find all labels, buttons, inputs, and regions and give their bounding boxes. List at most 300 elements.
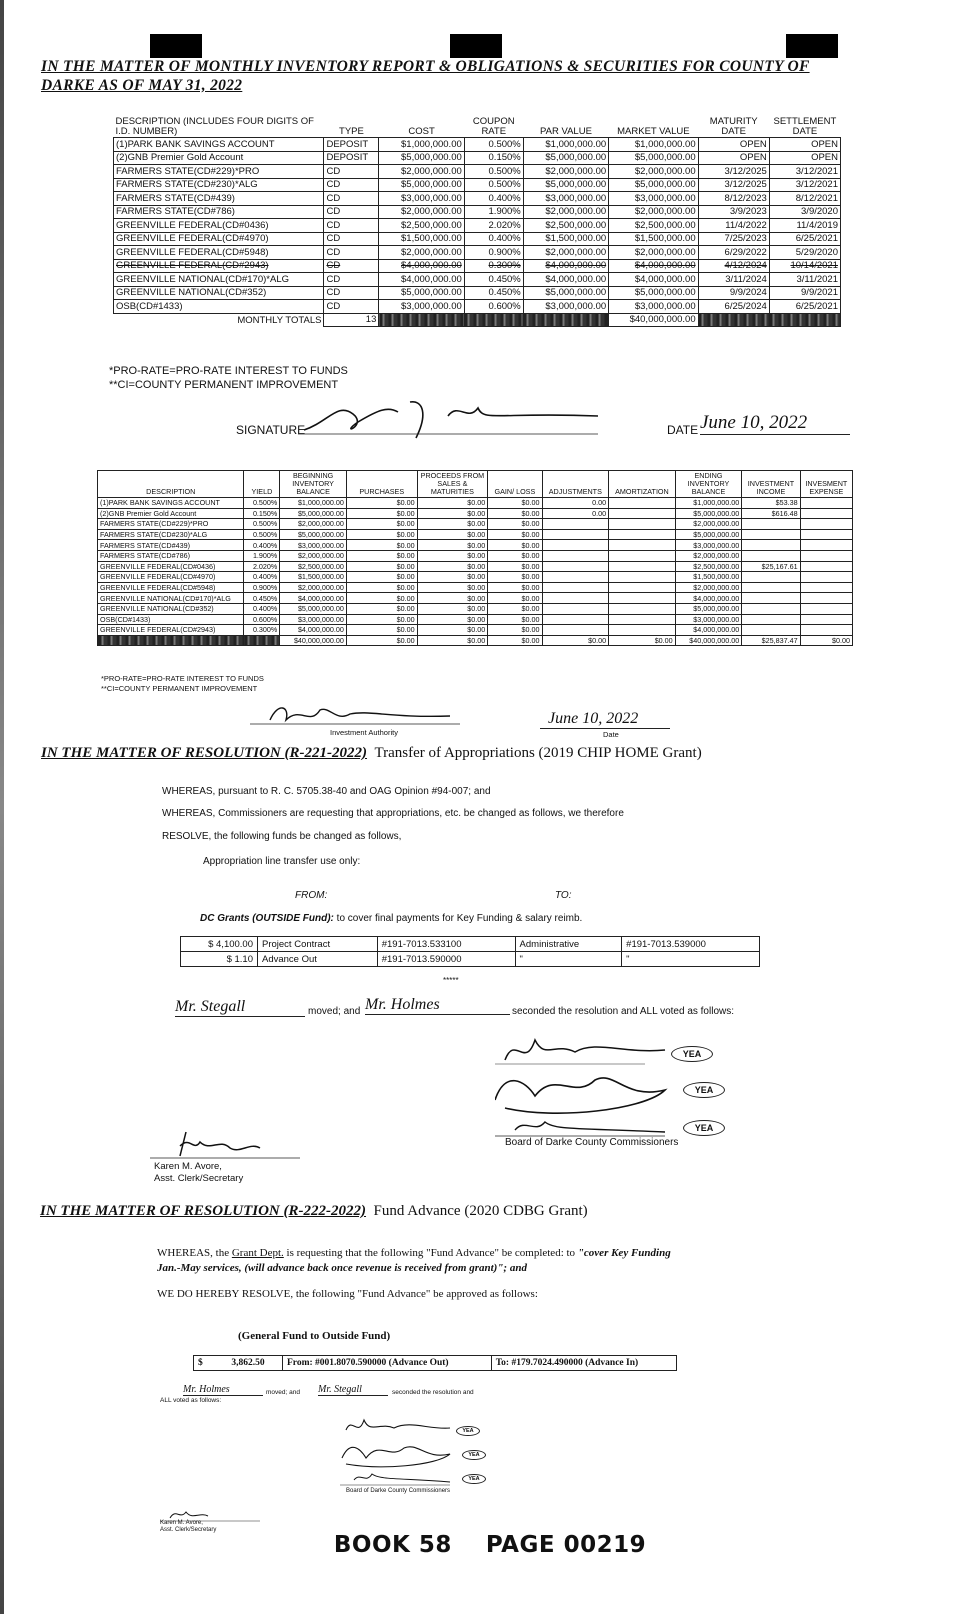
table-cell: [609, 498, 676, 509]
shaded-cell: [523, 313, 608, 327]
table-cell: $0.00: [417, 540, 488, 551]
table-cell: 0.00: [542, 508, 609, 519]
table-cell: OPEN: [769, 151, 840, 165]
table-cell: $5,000,000.00: [280, 603, 347, 614]
table-cell: [609, 540, 676, 551]
table-cell: $3,000,000.00: [379, 192, 464, 206]
table-cell: $4,000,000.00: [609, 273, 698, 287]
shaded-cell: [244, 635, 280, 646]
table-cell: GREENVILLE FEDERAL(CD#2943): [98, 625, 244, 636]
page-number: PAGE 00219: [485, 1532, 647, 1558]
res221-para2: WHEREAS, Commissioners are requesting that appropriations, etc. be changed as follows, we therefore: [162, 808, 624, 819]
table-cell: $3,000,000.00: [675, 540, 742, 551]
table-cell: [800, 603, 852, 614]
col-header: DESCRIPTION (INCLUDES FOUR DIGITS OF I.D. NUMBER): [115, 116, 314, 137]
res221-seconder: Mr. Holmes: [365, 996, 510, 1015]
table-cell: 0.400%: [244, 540, 280, 551]
table-cell: 0.400%: [464, 192, 523, 206]
table-cell: [742, 582, 800, 593]
table-row: [98, 582, 853, 593]
table-cell: [800, 508, 852, 519]
table-cell: #191-7013.590000: [377, 952, 515, 967]
table-cell: [800, 625, 852, 636]
ledger-table: [97, 470, 853, 646]
table-cell: CD: [324, 205, 379, 219]
table-cell: $2,000,000.00: [675, 582, 742, 593]
yea-badge: YEA: [671, 1046, 713, 1062]
table-cell: GREENVILLE FEDERAL(CD#4970): [98, 572, 244, 583]
table-cell: $0.00: [346, 508, 417, 519]
table-cell: OPEN: [698, 151, 769, 165]
table-cell: $0.00: [417, 603, 488, 614]
table-cell: $2,000,000.00: [609, 205, 698, 219]
col-header: MARKET VALUE: [617, 126, 690, 137]
res222-para2: WE DO HEREBY RESOLVE, the following "Fund Advance" be approved as follows:: [157, 1288, 538, 1300]
table-cell: FARMERS STATE(CD#439): [98, 540, 244, 551]
investment-authority-signature: [250, 696, 470, 730]
table-cell: GREENVILLE FEDERAL(CD#4970): [114, 232, 324, 246]
ledger-handwritten-date: June 10, 2022: [548, 710, 639, 727]
ledger-note-ci: **CI=COUNTY PERMANENT IMPROVEMENT: [101, 684, 258, 693]
res222-moved-text: moved; and: [266, 1389, 300, 1396]
col-header: TYPE: [339, 126, 364, 137]
table-cell: [609, 519, 676, 530]
table-cell: [609, 625, 676, 636]
table-cell: $2,500,000.00: [675, 561, 742, 572]
table-cell: $0.00: [346, 561, 417, 572]
table-row: [98, 550, 853, 561]
res222-p1b: is requesting that the following "Fund Advance" be completed: to: [286, 1247, 576, 1259]
res222-clerk-name: Karen M. Avore,: [160, 1520, 203, 1526]
table-cell: $4,000,000.00: [280, 625, 347, 636]
table-cell: $1,000,000.00: [523, 138, 608, 152]
table-row: [98, 603, 853, 614]
table-cell: [800, 550, 852, 561]
table-row: [98, 540, 853, 551]
res221-subtitle: Transfer of Appropriations (2019 CHIP HOME Grant): [374, 745, 702, 761]
table-cell: $0.00: [488, 540, 542, 551]
table-cell: $0.00: [346, 540, 417, 551]
table-cell: $0.00: [346, 614, 417, 625]
table-cell: $0.00: [417, 582, 488, 593]
totals-count: 13: [324, 313, 379, 327]
table-cell: $5,000,000.00: [379, 286, 464, 300]
table-cell: $2,000,000.00: [675, 519, 742, 530]
table-cell: 0.400%: [244, 603, 280, 614]
res221-transfer-table: [180, 936, 760, 967]
table-cell: 2.020%: [464, 219, 523, 233]
table-row: [98, 561, 853, 572]
table-cell: FARMERS STATE(CD#230)*ALG: [114, 178, 324, 192]
shaded-cell: [379, 313, 464, 327]
table-row: [98, 572, 853, 583]
table-cell: OSB(CD#1433): [98, 614, 244, 625]
table-cell: $2,000,000.00: [675, 550, 742, 561]
totals-cell: $25,837.47: [742, 635, 800, 646]
table-cell: 0.500%: [244, 529, 280, 540]
table-cell: $0.00: [488, 508, 542, 519]
table-cell: [800, 614, 852, 625]
table-cell: 8/12/2023: [698, 192, 769, 206]
table-cell: $2,000,000.00: [379, 165, 464, 179]
col-header: GAIN/ LOSS: [488, 471, 542, 498]
table-cell: $0.00: [488, 561, 542, 572]
table-row: [194, 1356, 677, 1371]
table-cell: [800, 582, 852, 593]
totals-cell: $40,000,000.00: [675, 635, 742, 646]
table-cell: CD: [324, 165, 379, 179]
table-cell: 0.500%: [464, 178, 523, 192]
table-cell: $0.00: [417, 572, 488, 583]
note-ci: **CI=COUNTY PERMANENT IMPROVEMENT: [109, 379, 339, 391]
table-cell: GREENVILLE NATIONAL(CD#170)*ALG: [114, 273, 324, 287]
table-cell: 0.500%: [244, 498, 280, 509]
table-cell: 0.500%: [244, 519, 280, 530]
table-cell: 6/25/2021: [769, 232, 840, 246]
redaction-box: [786, 34, 838, 58]
res222-subtitle: Fund Advance (2020 CDBG Grant): [373, 1203, 588, 1219]
col-header: ADJUSTMENTS: [542, 471, 609, 498]
table-cell: From: #001.8070.590000 (Advance Out): [283, 1356, 492, 1371]
table-cell: $616.48: [742, 508, 800, 519]
table-cell: $4,000,000.00: [609, 259, 698, 273]
table-cell: $3,000,000.00: [675, 614, 742, 625]
table-cell: (2)GNB Premier Gold Account: [98, 508, 244, 519]
table-cell: 0.450%: [464, 273, 523, 287]
shaded-cell: [98, 635, 244, 646]
table-cell: $0.00: [488, 603, 542, 614]
table-cell: $5,000,000.00: [609, 151, 698, 165]
table-cell: CD: [324, 286, 379, 300]
table-cell: $3,000,000.00: [280, 614, 347, 625]
table-cell: $0.00: [346, 519, 417, 530]
col-header: MATURITY DATE: [709, 116, 758, 137]
res222-board-label: Board of Darke County Commissioners: [346, 1488, 451, 1494]
table-cell: FARMERS STATE(CD#230)*ALG: [98, 529, 244, 540]
table-cell: GREENVILLE FEDERAL(CD#5948): [98, 582, 244, 593]
table-cell: $2,500,000.00: [280, 561, 347, 572]
table-cell: OPEN: [769, 138, 840, 152]
totals-cell: $0.00: [346, 635, 417, 646]
table-cell: $4,000,000.00: [675, 625, 742, 636]
table-cell: 0.900%: [464, 246, 523, 260]
table-cell: 4/12/2024: [698, 259, 769, 273]
table-cell: [742, 625, 800, 636]
table-cell: [542, 614, 609, 625]
table-cell: 3/9/2023: [698, 205, 769, 219]
res222-para1: [157, 1247, 671, 1259]
table-cell: $2,000,000.00: [523, 205, 608, 219]
table-cell: $0.00: [488, 498, 542, 509]
table-cell: $2,000,000.00: [280, 519, 347, 530]
totals-row: [98, 635, 853, 646]
table-cell: [742, 603, 800, 614]
col-header: BEGINNING INVENTORY BALANCE: [280, 471, 347, 498]
res221-to-label: TO:: [555, 890, 572, 901]
table-cell: $0.00: [488, 572, 542, 583]
table-cell: [742, 614, 800, 625]
table-cell: 0.450%: [244, 593, 280, 604]
table-cell: 0.300%: [464, 259, 523, 273]
table-cell: GREENVILLE FEDERAL(CD#0436): [114, 219, 324, 233]
table-cell: $2,500,000.00: [379, 219, 464, 233]
table-cell: DEPOSIT: [324, 138, 379, 152]
table-cell: [609, 603, 676, 614]
yea-badge: YEA: [462, 1474, 486, 1484]
table-cell: [609, 561, 676, 572]
redaction-box: [150, 34, 202, 58]
table-cell: $0.00: [488, 529, 542, 540]
table-cell: $0.00: [417, 593, 488, 604]
table-row: [98, 625, 853, 636]
table-cell: $0.00: [417, 519, 488, 530]
res221-para1: WHEREAS, pursuant to R. C. 5705.38-40 and OAG Opinion #94-007; and: [162, 786, 491, 797]
table-cell: [542, 540, 609, 551]
table-cell: $0.00: [417, 550, 488, 561]
table-cell: $2,000,000.00: [379, 246, 464, 260]
table-cell: $2,000,000.00: [523, 246, 608, 260]
col-header: INVESMENT EXPENSE: [800, 471, 852, 498]
totals-cell: $0.00: [609, 635, 676, 646]
table-cell: 0.600%: [244, 614, 280, 625]
note-pro-rate: *PRO-RATE=PRO-RATE INTEREST TO FUNDS: [109, 365, 348, 377]
table-cell: $0.00: [417, 498, 488, 509]
col-header: INVESTMENT INCOME: [742, 471, 800, 498]
res221-stars: *****: [443, 976, 459, 985]
col-header: COST: [408, 126, 435, 137]
table-cell: FARMERS STATE(CD#229)*PRO: [114, 165, 324, 179]
table-cell: 3/12/2025: [698, 178, 769, 192]
totals-cell: $0.00: [800, 635, 852, 646]
table-cell: [800, 572, 852, 583]
table-cell: $3,000,000.00: [609, 300, 698, 314]
table-cell: [542, 603, 609, 614]
commissioner-signatures-small: [340, 1414, 460, 1488]
report-heading-line2: DARKE AS OF MAY 31, 2022: [41, 77, 243, 94]
signature-image: [298, 392, 608, 444]
table-cell: 0.900%: [244, 582, 280, 593]
res221-fund-title: DC Grants (OUTSIDE Fund):: [200, 913, 334, 924]
table-cell: [800, 561, 852, 572]
table-cell: 5/29/2020: [769, 246, 840, 260]
table-cell: $2,000,000.00: [280, 550, 347, 561]
table-cell: $5,000,000.00: [609, 286, 698, 300]
table-row: [114, 246, 841, 260]
table-cell: ": [622, 952, 760, 967]
table-cell: 6/25/2024: [698, 300, 769, 314]
table-row: [114, 219, 841, 233]
table-cell: 0.150%: [244, 508, 280, 519]
table-cell: $5,000,000.00: [609, 178, 698, 192]
table-cell: 2.020%: [244, 561, 280, 572]
table-cell: $3,000,000.00: [523, 192, 608, 206]
table-cell: [542, 625, 609, 636]
table-cell: $5,000,000.00: [675, 508, 742, 519]
table-row: [181, 952, 760, 967]
col-header: ENDING INVENTORY BALANCE: [675, 471, 742, 498]
res222-allvoted: ALL voted as follows:: [160, 1397, 222, 1404]
table-cell: Advance Out: [258, 952, 378, 967]
table-row: [98, 498, 853, 509]
table-cell: $0.00: [346, 550, 417, 561]
res221-from-label: FROM:: [295, 890, 328, 901]
table-cell: 0.300%: [244, 625, 280, 636]
table-cell: $5,000,000.00: [280, 508, 347, 519]
ledger-note-pro: *PRO-RATE=PRO-RATE INTEREST TO FUNDS: [101, 674, 264, 683]
table-cell: CD: [324, 219, 379, 233]
table-row: [98, 529, 853, 540]
table-cell: $1,500,000.00: [523, 232, 608, 246]
table-cell: [542, 561, 609, 572]
table-cell: 9/9/2021: [769, 286, 840, 300]
table-cell: 11/4/2019: [769, 219, 840, 233]
col-header: PROCEEDS FROM SALES & MATURITIES: [417, 471, 488, 498]
table-cell: 3/12/2025: [698, 165, 769, 179]
table-cell: OSB(CD#1433): [114, 300, 324, 314]
signature-label: SIGNATURE: [236, 423, 306, 437]
table-cell: $2,000,000.00: [609, 165, 698, 179]
col-header: PAR VALUE: [539, 126, 592, 137]
table-row: [114, 232, 841, 246]
table-cell: 3/11/2024: [698, 273, 769, 287]
table-cell: 10/14/2021: [769, 259, 840, 273]
res222-p1c: "cover Key Funding: [577, 1247, 671, 1259]
book-page-footer: [0, 1532, 980, 1558]
col-header: SETTLEMENT DATE: [773, 116, 837, 137]
table-cell: [742, 519, 800, 530]
table-cell: 6/29/2022: [698, 246, 769, 260]
table-cell: 8/12/2021: [769, 192, 840, 206]
table-cell: GREENVILLE NATIONAL(CD#170)*ALG: [98, 593, 244, 604]
res222-dept: Grant Dept.: [231, 1247, 284, 1259]
table-cell: [542, 519, 609, 530]
table-cell: CD: [324, 273, 379, 287]
table-cell: 0.500%: [464, 138, 523, 152]
table-row: [114, 205, 841, 219]
yea-badge: YEA: [683, 1120, 725, 1136]
table-cell: $0.00: [488, 550, 542, 561]
table-cell: 1.900%: [464, 205, 523, 219]
table-cell: $1,500,000.00: [280, 572, 347, 583]
table-cell: $4,000,000.00: [280, 593, 347, 604]
res222-clerk-title: Asst. Clerk/Secretary: [160, 1527, 217, 1533]
table-cell: 0.450%: [464, 286, 523, 300]
totals-label: MONTHLY TOTALS: [237, 314, 322, 326]
table-cell: $2,500,000.00: [609, 219, 698, 233]
inventory-table: [113, 117, 841, 327]
table-cell: [542, 572, 609, 583]
table-cell: $25,167.61: [742, 561, 800, 572]
table-cell: $5,000,000.00: [675, 603, 742, 614]
book-number: BOOK 58: [333, 1532, 452, 1558]
date-underline: [700, 434, 850, 435]
table-cell: 3/9/2020: [769, 205, 840, 219]
totals-row: [114, 313, 841, 327]
table-row: [114, 300, 841, 314]
table-cell: #191-7013.539000: [622, 937, 760, 952]
totals-market: $40,000,000.00: [609, 313, 698, 327]
table-cell: CD: [324, 232, 379, 246]
col-header: PURCHASES: [346, 471, 417, 498]
yea-badge: YEA: [462, 1450, 486, 1460]
table-row: [114, 138, 841, 152]
table-cell: Project Contract: [258, 937, 378, 952]
table-cell: [609, 550, 676, 561]
ledger-date-label: Date: [603, 730, 619, 739]
ledger-date-underline: [540, 728, 670, 729]
table-cell: FARMERS STATE(CD#229)*PRO: [98, 519, 244, 530]
table-cell: Administrative: [515, 937, 622, 952]
table-cell: $1,000,000.00: [609, 138, 698, 152]
table-cell: $0.00: [346, 603, 417, 614]
table-cell: $2,000,000.00: [280, 582, 347, 593]
date-label: DATE: [667, 423, 699, 437]
table-cell: 3/11/2021: [769, 273, 840, 287]
res221-board-label: Board of Darke County Commissioners: [505, 1137, 679, 1148]
table-cell: CD: [324, 259, 379, 273]
table-cell: [609, 614, 676, 625]
table-row: [114, 273, 841, 287]
yea-badge: YEA: [683, 1082, 725, 1098]
res221-para4: Appropriation line transfer use only:: [203, 856, 361, 867]
table-row: [114, 165, 841, 179]
table-cell: 0.400%: [464, 232, 523, 246]
shaded-cell: [464, 313, 523, 327]
table-cell: $0.00: [417, 508, 488, 519]
table-cell: GREENVILLE NATIONAL(CD#352): [98, 603, 244, 614]
redaction-box: [450, 34, 502, 58]
table-cell: $4,000,000.00: [675, 593, 742, 604]
table-cell: [800, 519, 852, 530]
table-cell: $0.00: [346, 625, 417, 636]
res222-seconded-text: seconded the resolution and: [392, 1389, 474, 1396]
table-cell: $5,000,000.00: [523, 151, 608, 165]
table-cell: #191-7013.533100: [377, 937, 515, 952]
res222-para1-cont: Jan.-May services, (will advance back once revenue is received from grant)"; and: [157, 1262, 527, 1274]
table-cell: $4,000,000.00: [379, 273, 464, 287]
table-cell: $0.00: [488, 614, 542, 625]
table-cell: [800, 593, 852, 604]
table-cell: $ 4,100.00: [181, 937, 258, 952]
clerk-signature: [150, 1128, 300, 1162]
res222-title: IN THE MATTER OF RESOLUTION (R-222-2022): [40, 1203, 367, 1219]
table-cell: [800, 540, 852, 551]
table-cell: 3/12/2021: [769, 178, 840, 192]
table-cell: [542, 582, 609, 593]
table-cell: $1,500,000.00: [379, 232, 464, 246]
table-row: [114, 259, 841, 273]
table-cell: GREENVILLE FEDERAL(CD#5948): [114, 246, 324, 260]
table-cell: $3,000,000.00: [280, 540, 347, 551]
res222-seconder: Mr. Stegall: [318, 1384, 388, 1396]
table-cell: [542, 550, 609, 561]
report-heading-line1: IN THE MATTER OF MONTHLY INVENTORY REPORT & OBLIGATIONS & SECURITIES FOR COUNTY OF: [41, 58, 810, 75]
table-cell: $5,000,000.00: [523, 178, 608, 192]
table-cell: $1,500,000.00: [675, 572, 742, 583]
res221-heading: [41, 745, 702, 762]
table-row: [181, 937, 760, 952]
shaded-cell: [698, 313, 769, 327]
table-cell: 0.00: [542, 498, 609, 509]
table-cell: 9/9/2024: [698, 286, 769, 300]
table-cell: $0.00: [488, 519, 542, 530]
totals-cell: $0.00: [542, 635, 609, 646]
table-row: [114, 151, 841, 165]
table-cell: FARMERS STATE(CD#786): [114, 205, 324, 219]
table-row: [98, 614, 853, 625]
table-cell: (1)PARK BANK SAVINGS ACCOUNT: [98, 498, 244, 509]
table-cell: $3,000,000.00: [523, 300, 608, 314]
